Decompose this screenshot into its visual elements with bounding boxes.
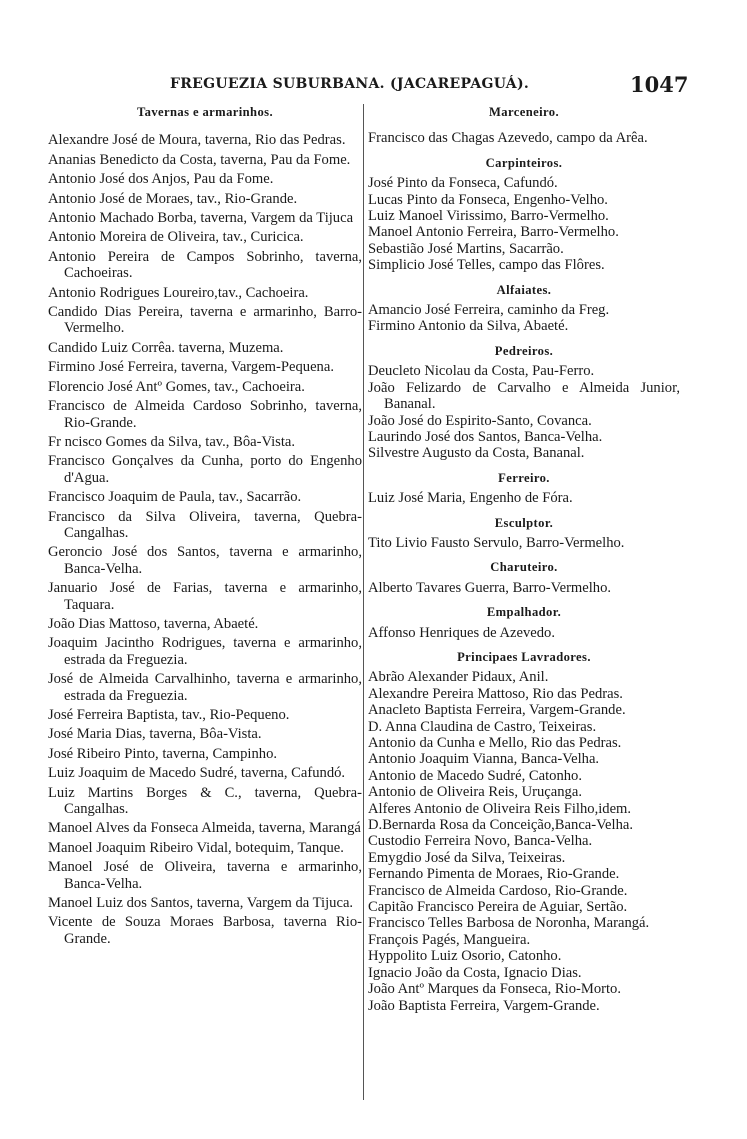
directory-entry: Luiz José Maria, Engenho de Fóra. xyxy=(368,490,573,507)
directory-entry: Capitão Francisco Pereira de Aguiar, Sertão. xyxy=(368,899,628,916)
directory-entry: Ananias Benedicto da Costa, taverna, Pau da Fome. xyxy=(48,151,351,168)
directory-entry: Silvestre Augusto da Costa, Bananal. xyxy=(368,445,585,462)
directory-entry: João Dias Mattoso, taverna, Abaeté. xyxy=(48,615,259,632)
page-number: 1047 xyxy=(630,72,689,97)
directory-entry: Antonio José de Moraes, tav., Rio-Grande. xyxy=(48,190,298,207)
directory-entry: D. Anna Claudina de Castro, Teixeiras. xyxy=(368,718,597,735)
directory-entry: Antonio José dos Anjos, Pau da Fome. xyxy=(48,171,274,188)
directory-entry: Candido Luiz Corrêa. taverna, Muzema. xyxy=(48,339,284,356)
directory-entry: Alexandre Pereira Mattoso, Rio das Pedras. xyxy=(368,685,623,702)
directory-entry: Alberto Tavares Guerra, Barro-Vermelho. xyxy=(368,579,612,596)
directory-entry: Manoel Antonio Ferreira, Barro-Vermelho. xyxy=(368,224,619,241)
directory-entry: Fr ncisco Gomes da Silva, tav., Bôa-Vista. xyxy=(48,433,296,450)
directory-entry: Antonio de Macedo Sudré, Catonho. xyxy=(368,767,583,784)
directory-entry: Vicente de Souza Moraes Barbosa, taverna Rio-Grande. xyxy=(48,914,362,947)
directory-entry: Amancio José Ferreira, caminho da Freg. xyxy=(368,302,610,319)
directory-entry: François Pagés, Mangueira. xyxy=(368,931,531,948)
directory-entry: Francisco Joaquim de Paula, tav., Sacarrão. xyxy=(48,489,302,506)
directory-entry: Firmino José Ferreira, taverna, Vargem-Pequena. xyxy=(48,359,334,376)
directory-entry: Antonio da Cunha e Mello, Rio das Pedras. xyxy=(368,735,622,751)
directory-entry: Florencio José Antº Gomes, tav., Cachoeira. xyxy=(48,378,305,395)
directory-entry: Abrão Alexander Pidaux, Anil. xyxy=(368,669,549,686)
right-column xyxy=(368,104,680,1014)
directory-entry: João José do Espirito-Santo, Covanca. xyxy=(368,412,592,429)
directory-entry: Francisco das Chagas Azevedo, campo da Arêa. xyxy=(368,130,648,147)
page-header xyxy=(0,72,747,98)
directory-entry: Alferes Antonio de Oliveira Reis Filho,idem. xyxy=(368,800,632,817)
section-heading: Empalhador. xyxy=(486,605,562,620)
directory-entry: Manoel José de Oliveira, taverna e armarinho, Banca-Velha. xyxy=(48,859,362,892)
directory-entry: Deucleto Nicolau da Costa, Pau-Ferro. xyxy=(368,363,595,380)
directory-entry: Francisco da Silva Oliveira, taverna, Quebra-Cangalhas. xyxy=(48,508,362,541)
directory-entry: Anacleto Baptista Ferreira, Vargem-Grande. xyxy=(368,702,626,719)
directory-entry: Firmino Antonio da Silva, Abaeté. xyxy=(368,318,569,335)
column-divider xyxy=(363,104,364,1100)
directory-entry: José Ferreira Baptista, tav., Rio-Pequeno. xyxy=(48,707,290,723)
directory-entry: Manoel Joaquim Ribeiro Vidal, botequim, Tanque. xyxy=(48,839,344,856)
directory-entry: Francisco Gonçalves da Cunha, porto do Engenho d'Agua. xyxy=(48,453,362,486)
section-heading: Tavernas e armarinhos. xyxy=(136,105,274,119)
directory-entry: João Felizardo de Carvalho e Almeida Junior, Bananal. xyxy=(368,379,680,413)
section-heading: Esculptor. xyxy=(494,515,554,530)
directory-entry: Luiz Martins Borges & C., taverna, Quebra-Cangalhas. xyxy=(48,784,362,818)
directory-entry: Alexandre José de Moura, taverna, Rio das Pedras. xyxy=(48,132,346,149)
directory-entry: Affonso Henriques de Azevedo. xyxy=(368,624,555,641)
section-heading: Charuteiro. xyxy=(490,560,558,575)
directory-entry: Antonio Rodrigues Loureiro,tav., Cachoeira. xyxy=(48,284,309,301)
directory-entry: José Pinto da Fonseca, Cafundó. xyxy=(368,175,558,192)
directory-entry: Joaquim Jacintho Rodrigues, taverna e armarinho, estrada da Freguezia. xyxy=(48,635,362,668)
directory-entry: Antonio Joaquim Vianna, Banca-Velha. xyxy=(368,751,600,768)
directory-entry: Luiz Manoel Virissimo, Barro-Vermelho. xyxy=(368,208,609,225)
directory-entry: Francisco de Almeida Cardoso Sobrinho, taverna, Rio-Grande. xyxy=(48,398,362,431)
section-heading: Ferreiro. xyxy=(498,470,550,485)
directory-entry: Sebastião José Martins, Sacarrão. xyxy=(368,240,564,257)
section-heading: Alfaiates. xyxy=(496,282,552,297)
section-heading: Marceneiro. xyxy=(488,105,560,119)
directory-entry: Francisco Telles Barbosa de Noronha, Marangá. xyxy=(368,915,650,932)
directory-entry: João Baptista Ferreira, Vargem-Grande. xyxy=(368,997,600,1014)
directory-entry: Lucas Pinto da Fonseca, Engenho-Velho. xyxy=(368,191,608,208)
directory-entry: Emygdio José da Silva, Teixeiras. xyxy=(368,849,566,866)
directory-entry: Antonio de Oliveira Reis, Uruçanga. xyxy=(368,784,582,801)
directory-entry: Fernando Pimenta de Moraes, Rio-Grande. xyxy=(368,866,620,883)
directory-entry: Antonio Moreira de Oliveira, tav., Curicica. xyxy=(48,229,304,246)
directory-entry: Tito Livio Fausto Servulo, Barro-Vermelho. xyxy=(368,534,625,551)
section-heading: Carpinteiros. xyxy=(485,155,563,170)
directory-entry: Francisco de Almeida Cardoso, Rio-Grande. xyxy=(368,882,628,899)
page-title: FREGUEZIA SUBURBANA. (JACAREPAGUÁ). xyxy=(170,76,530,92)
directory-entry: Laurindo José dos Santos, Banca-Velha. xyxy=(368,428,603,445)
directory-entry: Simplicio José Telles, campo das Flôres. xyxy=(368,257,605,274)
directory-entry: Geroncio José dos Santos, taverna e armarinho, Banca-Velha. xyxy=(48,544,362,577)
section-heading: Principaes Lavradores. xyxy=(457,649,591,664)
directory-entry: Antonio Machado Borba, taverna, Vargem da Tijuca xyxy=(48,210,354,227)
directory-entry: Luiz Joaquim de Macedo Sudré, taverna, Cafundó. xyxy=(48,765,346,782)
directory-entry: José Ribeiro Pinto, taverna, Campinho. xyxy=(48,745,278,762)
directory-entry: José de Almeida Carvalhinho, taverna e armarinho, estrada da Freguezia. xyxy=(48,671,362,704)
directory-entry: Manoel Luiz dos Santos, taverna, Vargem da Tijuca. xyxy=(48,895,354,912)
directory-entry: Januario José de Farias, taverna e armarinho, Taquara. xyxy=(48,580,362,613)
directory-entry: Manoel Alves da Fonseca Almeida, taverna, Marangá xyxy=(48,820,361,837)
directory-entry: João Antº Marques da Fonseca, Rio-Morto. xyxy=(368,981,621,998)
directory-entry: José Maria Dias, taverna, Bôa-Vista. xyxy=(48,726,262,743)
directory-entry: Ignacio João da Costa, Ignacio Dias. xyxy=(368,964,582,981)
left-column xyxy=(48,104,362,950)
directory-entry: Custodio Ferreira Novo, Banca-Velha. xyxy=(368,833,593,850)
directory-entry: Antonio Pereira de Campos Sobrinho, taverna, Cachoeiras. xyxy=(48,248,362,282)
directory-entry: D.Bernarda Rosa da Conceição,Banca-Velha. xyxy=(368,817,634,834)
directory-entry: Candido Dias Pereira, taverna e armarinho, Barro-Vermelho. xyxy=(48,304,362,337)
section-heading: Pedreiros. xyxy=(494,343,554,358)
directory-entry: Hyppolito Luiz Osorio, Catonho. xyxy=(368,948,562,965)
